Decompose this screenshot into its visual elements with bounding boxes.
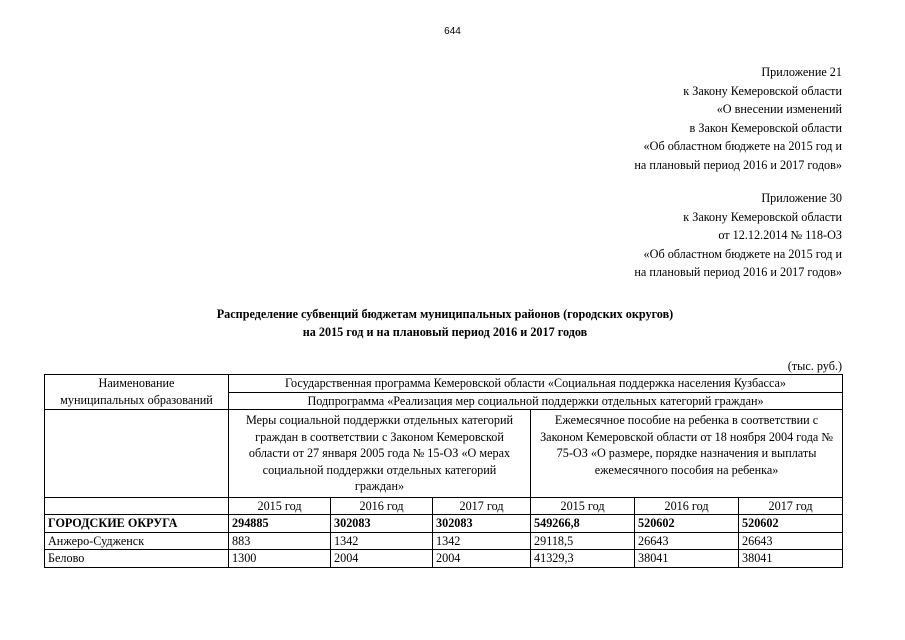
- appendix-30-line: на плановый период 2016 и 2017 годов»: [634, 265, 842, 279]
- name-header-line: муниципальных образований: [60, 392, 213, 407]
- row-value: 1300: [229, 550, 331, 568]
- row-value: 29118,5: [531, 532, 635, 550]
- row-value: 2004: [433, 550, 531, 568]
- page-number: 644: [444, 26, 461, 37]
- appendix-21-line: в Закон Кемеровской области: [689, 120, 842, 135]
- name-header-line: Наименование: [98, 376, 175, 390]
- appendix-30-line: «Об областном бюджете на 2015 год и: [643, 246, 842, 261]
- appendix-30-block: [634, 189, 842, 282]
- table-header-row: [45, 375, 843, 393]
- row-value: 302083: [433, 515, 531, 533]
- row-name: ГОРОДСКИЕ ОКРУГА: [45, 515, 229, 533]
- measure-2-header: Ежемесячное пособие на ребенка в соответствии с Законом Кемеровской области от 18 ноября 2004 года № 75-ОЗ «О размере, порядке назначения и выплаты ежемесячного пособия на ребенка»: [531, 410, 843, 498]
- table-row: [45, 550, 843, 568]
- year-header: 2016 год: [635, 497, 739, 515]
- name-column-header-cont: [45, 497, 229, 515]
- appendix-21-line: Приложение 21: [761, 65, 842, 79]
- row-name: Анжеро-Судженск: [45, 532, 229, 550]
- row-value: 294885: [229, 515, 331, 533]
- appendix-21-line: «Об областном бюджете на 2015 год и: [643, 139, 842, 153]
- table-header-row: [45, 410, 843, 498]
- year-header: 2017 год: [739, 497, 843, 515]
- measure-1-header: Меры социальной поддержки отдельных категорий граждан в соответствии с Законом Кемеровской области от 27 января 2005 года № 15-ОЗ «О мерах социальной поддержки отдельных категорий граждан»: [229, 410, 531, 498]
- document-title-line: Распределение субвенций бюджетам муниципальных районов (городских округов): [216, 307, 674, 321]
- row-value: 26643: [635, 532, 739, 550]
- year-header: 2015 год: [531, 497, 635, 515]
- appendix-30-line: к Закону Кемеровской области: [683, 209, 842, 224]
- row-value: 549266,8: [531, 515, 635, 533]
- appendix-21-block: [634, 63, 842, 174]
- row-value: 2004: [331, 550, 433, 568]
- appendix-21-line: к Закону Кемеровской области: [683, 83, 842, 98]
- document-title-line: на 2015 год и на плановый период 2016 и 2017 годов: [302, 325, 588, 339]
- row-value: 520602: [635, 515, 739, 533]
- row-value: 1342: [433, 532, 531, 550]
- row-value: 520602: [739, 515, 843, 533]
- appendix-21-line: «О внесении изменений: [716, 102, 842, 116]
- units-label: (тыс. руб.): [787, 359, 842, 373]
- row-value: 883: [229, 532, 331, 550]
- row-name: Белово: [45, 550, 229, 568]
- appendix-21-line: на плановый период 2016 и 2017 годов»: [634, 157, 842, 172]
- row-value: 41329,3: [531, 550, 635, 568]
- document-title: [0, 305, 890, 341]
- name-column-header: [45, 375, 229, 410]
- years-header-row: [45, 497, 843, 515]
- table-row: [45, 532, 843, 550]
- row-value: 302083: [331, 515, 433, 533]
- table-row: [45, 515, 843, 533]
- row-value: 1342: [331, 532, 433, 550]
- appendix-30-line: Приложение 30: [761, 191, 842, 205]
- year-header: 2015 год: [229, 497, 331, 515]
- name-column-header-cont: [45, 410, 229, 498]
- row-value: 26643: [739, 532, 843, 550]
- subvention-table: [44, 374, 843, 568]
- row-value: 38041: [635, 550, 739, 568]
- appendix-30-line: от 12.12.2014 № 118-ОЗ: [718, 228, 842, 242]
- row-value: 38041: [739, 550, 843, 568]
- subprogram-header: Подпрограмма «Реализация мер социальной поддержки отдельных категорий граждан»: [229, 392, 843, 410]
- program-header: Государственная программа Кемеровской области «Социальная поддержка населения Кузбасса»: [229, 375, 843, 393]
- year-header: 2017 год: [433, 497, 531, 515]
- year-header: 2016 год: [331, 497, 433, 515]
